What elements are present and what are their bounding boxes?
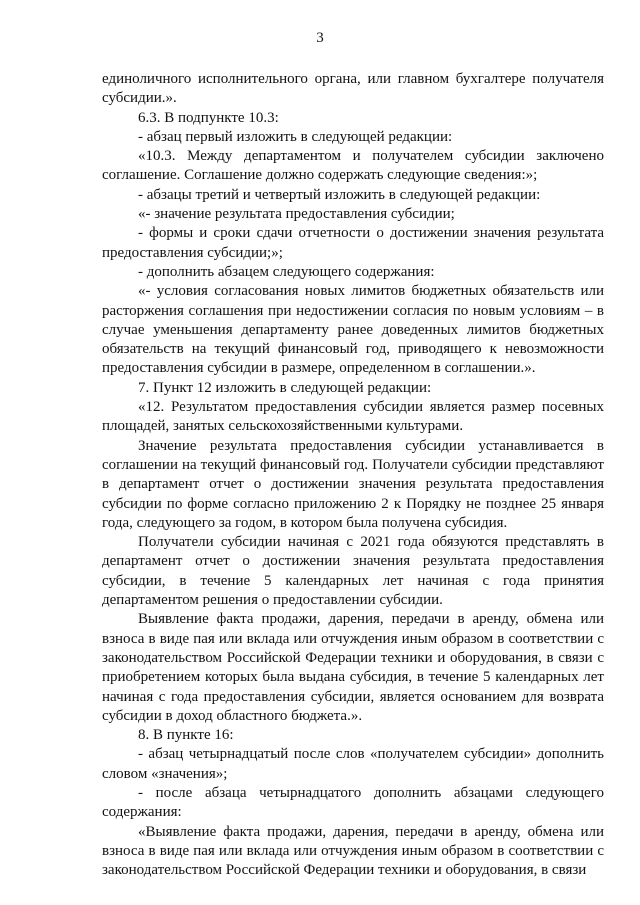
paragraph-10: 7. Пункт 12 изложить в следующей редакции: [138, 379, 432, 396]
paragraph-2: 6.3. В подпункте 10.3: [138, 109, 279, 126]
paragraph-11: «12. Результатом предоставления субсидии является размер посевных площадей, занятых сельскохозяйственными культурами. [102, 399, 604, 435]
paragraph-15: 8. В пункте 16: [138, 727, 234, 744]
page-number: 3 [316, 30, 324, 46]
paragraph-16: - абзац четырнадцатый после слов «получателем субсидии» дополнить словом «значения»; [102, 746, 604, 782]
paragraph-4: «10.3. Между департаментом и получателем субсидии заключено соглашение. Соглашение должно содержать следующие сведения:»; [102, 148, 604, 184]
paragraph-17: - после абзаца четырнадцатого дополнить абзацами следующего содержания: [102, 784, 604, 821]
paragraph-9: «- условия согласования новых лимитов бюджетных обязательств или расторжения соглашения при недостижении согласия по новым условиям – в случае уменьшения департаменту ранее доведенных лимитов бюджетных обязательств на текущий финансовый год, приводящего к невозможности предоставления субсидии в размере, определенном в соглашении.». [102, 283, 604, 377]
paragraph-6: «- значение результата предоставления субсидии; [138, 206, 455, 223]
paragraph-1: единоличного исполнительного органа, или главном бухгалтере получателя субсидии.». [102, 71, 604, 107]
document-body [102, 70, 604, 880]
paragraph-8: - дополнить абзацем следующего содержания: [138, 263, 435, 280]
paragraph-18: «Выявление факта продажи, дарения, передачи в аренду, обмена или взноса в виде пая или вклада или отчуждения иным образом в соответствии с законодательством Российской Федерации техники и оборудования, в связи [102, 823, 604, 879]
paragraph-3: - абзац первый изложить в следующей редакции: [138, 128, 453, 145]
paragraph-5: - абзацы третий и четвертый изложить в следующей редакции: [138, 186, 541, 203]
paragraph-7: - формы и сроки сдачи отчетности о достижении значения результата предоставления субсидии;»; [102, 225, 604, 261]
paragraph-14: Выявление факта продажи, дарения, передачи в аренду, обмена или взноса в виде пая или вклада или отчуждения иным образом в соответствии с законодательством Российской Федерации техники и оборудования, в связи с приобретением которых была выдана субсидия, в течение 5 календарных лет начиная с года предоставления субсидии, является основанием для возврата субсидии в доход областного бюджета.». [102, 611, 604, 724]
paragraph-12: Значение результата предоставления субсидии устанавливается в соглашении на текущий финансовый год. Получатели субсидии представляют в департамент отчет о достижении значения результата предоставления субсидии по форме согласно приложению 2 к Порядку не позднее 25 января года, следующего за годом, в котором была получена субсидия. [102, 437, 604, 531]
paragraph-13: Получатели субсидии начиная с 2021 года обязуются представлять в департамент отчет о достижении значения результата предоставления субсидии, в течение 5 календарных лет начиная с года принятия департаментом решения о предоставлении субсидии. [102, 534, 604, 609]
